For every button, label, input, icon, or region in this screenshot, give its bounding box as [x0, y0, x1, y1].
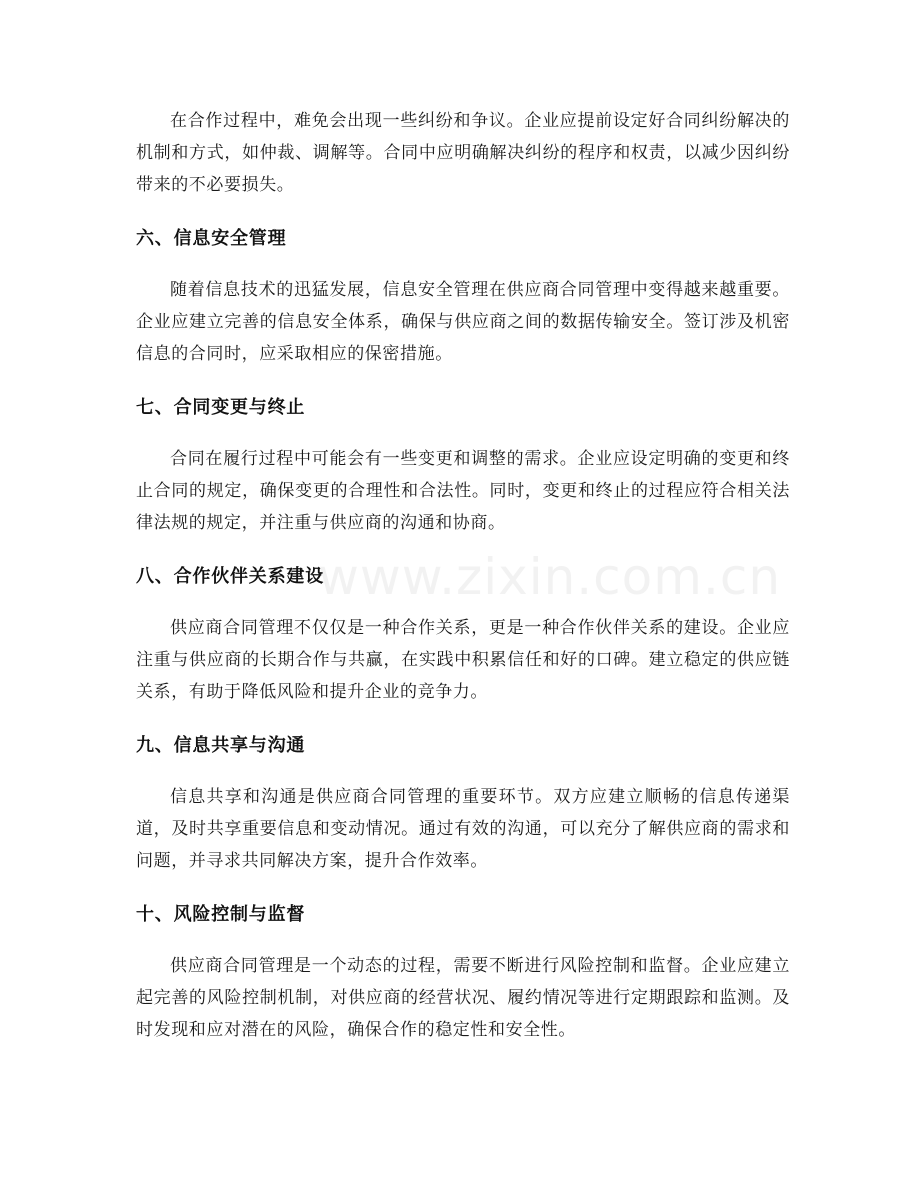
heading-info-sharing: 九、信息共享与沟通: [136, 735, 306, 756]
watermark: www.zixin.com.cn: [318, 548, 782, 606]
paragraph-risk-control: 供应商合同管理是一个动态的过程，需要不断进行风险控制和监督。企业应建立起完善的风险控制机制，对供应商的经营状况、履约情况等进行定期跟踪和监测。及时发现和应对潜在的风险，确保合作的稳定性和安全性。: [136, 956, 790, 1040]
heading-contract-change: 七、合同变更与终止: [136, 397, 306, 418]
paragraph-partnership: 供应商合同管理不仅仅是一种合作关系，更是一种合作伙伴关系的建设。企业应注重与供应商的长期合作与共赢，在实践中积累信任和好的口碑。建立稳定的供应链关系，有助于降低风险和提升企业的竞争力。: [136, 618, 790, 702]
paragraph-contract-change: 合同在履行过程中可能会有一些变更和调整的需求。企业应设定明确的变更和终止合同的规定，确保变更的合理性和合法性。同时，变更和终止的过程应符合相关法律法规的规定，并注重与供应商的沟通和协商。: [136, 449, 790, 533]
document-body: [136, 105, 790, 1046]
heading-partnership: 八、合作伙伴关系建设: [136, 566, 324, 587]
heading-information-security: 六、信息安全管理: [136, 228, 287, 249]
paragraph-info-sharing: 信息共享和沟通是供应商合同管理的重要环节。双方应建立顺畅的信息传递渠道，及时共享重要信息和变动情况。通过有效的沟通，可以充分了解供应商的需求和问题，并寻求共同解决方案，提升合作效率。: [136, 787, 790, 871]
paragraph-dispute-resolution: 在合作过程中，难免会出现一些纠纷和争议。企业应提前设定好合同纠纷解决的机制和方式，如仲裁、调解等。合同中应明确解决纠纷的程序和权责，以减少因纠纷带来的不必要损失。: [136, 111, 790, 195]
paragraph-information-security: 随着信息技术的迅猛发展，信息安全管理在供应商合同管理中变得越来越重要。企业应建立完善的信息安全体系，确保与供应商之间的数据传输安全。签订涉及机密信息的合同时，应采取相应的保密措施。: [136, 280, 790, 364]
heading-risk-control: 十、风险控制与监督: [136, 904, 306, 925]
